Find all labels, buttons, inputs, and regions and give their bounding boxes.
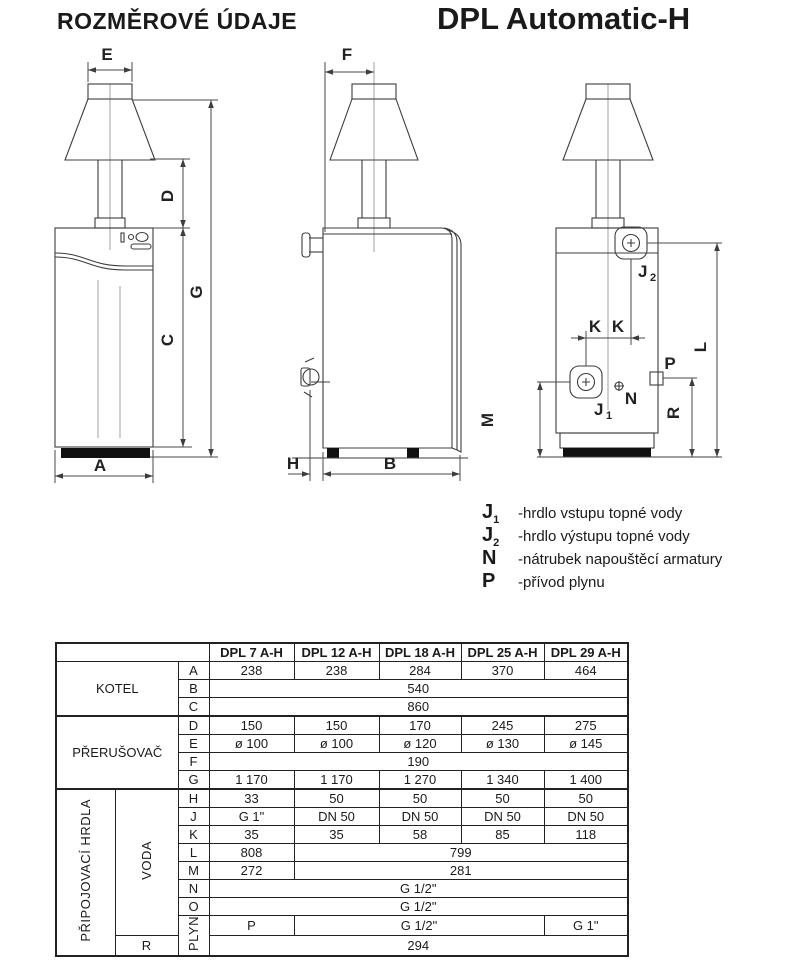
table-cell: 150 <box>294 716 379 735</box>
row-letter: F <box>178 753 209 771</box>
table-cell: ø 145 <box>544 735 628 753</box>
panel-indicator <box>121 233 124 242</box>
outlet-stub <box>302 233 310 257</box>
group-hrdla: PŘIPOJOVACÍ HRDLA <box>56 789 115 956</box>
table-cell: 33 <box>209 789 294 808</box>
row-letter: P <box>209 916 294 936</box>
table-cell: G 1" <box>209 808 294 826</box>
table-cell: G 1/2" <box>294 916 544 936</box>
table-cell: 50 <box>379 789 461 808</box>
table-row <box>56 662 628 680</box>
table-cell: 275 <box>544 716 628 735</box>
table-cell: ø 130 <box>461 735 544 753</box>
table-cell: ø 120 <box>379 735 461 753</box>
foot <box>407 448 419 458</box>
table-cell: 1 170 <box>294 771 379 790</box>
dim-label-n: N <box>624 389 638 408</box>
table-cell: 190 <box>209 753 628 771</box>
table-header-row <box>56 643 628 662</box>
legend-item-j2: $J_2$ -hrdlo výstupu topné vody <box>482 524 690 549</box>
table-cell: DN 50 <box>544 808 628 826</box>
label-j1: J <box>594 400 604 419</box>
table-cell: 860 <box>209 698 628 717</box>
table-cell: 245 <box>461 716 544 735</box>
dim-label-c: C <box>158 333 177 347</box>
table-cell: 808 <box>209 844 294 862</box>
table-cell: 370 <box>461 662 544 680</box>
col-header: DPL 12 A-H <box>294 643 379 662</box>
table-cell: DN 50 <box>461 808 544 826</box>
row-letter: B <box>178 680 209 698</box>
dim-label-b: B <box>383 454 397 473</box>
table-cell: 50 <box>544 789 628 808</box>
row-letter: A <box>178 662 209 680</box>
legend <box>482 501 722 593</box>
table-cell: 464 <box>544 662 628 680</box>
row-letter: M <box>178 862 209 880</box>
dimension-table <box>55 642 629 957</box>
base-strip <box>563 448 651 457</box>
table-cell: 58 <box>379 826 461 844</box>
row-letter: E <box>178 735 209 753</box>
dim-label-d: D <box>158 189 177 203</box>
table-cell: 35 <box>294 826 379 844</box>
legend-item-p: P -přívod plynu <box>482 570 605 592</box>
table-cell: 1 270 <box>379 771 461 790</box>
panel-dial <box>136 233 148 242</box>
front-view <box>55 45 218 483</box>
foot <box>327 448 339 458</box>
dim-label-r: R <box>664 406 683 420</box>
col-header: DPL 7 A-H <box>209 643 294 662</box>
dim-label-a: A <box>93 456 107 475</box>
table-cell: 85 <box>461 826 544 844</box>
legend-item-j1: $J_1$ -hrdlo vstupu topné vody <box>482 501 683 526</box>
legend-item-n: N -nátrubek napouštěcí armatury <box>482 547 723 569</box>
row-letter: O <box>178 898 209 916</box>
table-cell: 1 170 <box>209 771 294 790</box>
group-prerusovac: PŘERUŠOVAČ <box>56 716 178 789</box>
label-j1-sub: 1 <box>606 410 613 422</box>
row-letter: J <box>178 808 209 826</box>
dim-label-l: L <box>691 341 710 353</box>
table-row <box>56 716 628 735</box>
label-j2: J <box>638 262 648 281</box>
table-cell: 272 <box>209 862 294 880</box>
table-cell: G 1/2" <box>209 880 628 898</box>
table-cell: 238 <box>209 662 294 680</box>
row-letter: K <box>178 826 209 844</box>
table-cell: 50 <box>461 789 544 808</box>
dim-label-m: M <box>478 412 497 428</box>
p-fitting <box>650 372 663 385</box>
table-row <box>56 935 628 956</box>
side-view <box>287 45 497 481</box>
dim-label-f: F <box>341 45 353 64</box>
group-plyn: PLYN <box>178 916 209 957</box>
table-cell: 1 340 <box>461 771 544 790</box>
table-cell: 170 <box>379 716 461 735</box>
table-cell: 238 <box>294 662 379 680</box>
table-cell: DN 50 <box>379 808 461 826</box>
table-cell: 50 <box>294 789 379 808</box>
dim-label-h: H <box>286 454 300 473</box>
col-header: DPL 25 A-H <box>461 643 544 662</box>
panel-knob <box>129 235 134 240</box>
table-cell: ø 100 <box>294 735 379 753</box>
page-title: ROZMĚROVÉ ÚDAJE <box>57 8 298 34</box>
table-cell: 1 400 <box>544 771 628 790</box>
dim-label-p: P <box>664 354 676 373</box>
corner-cell <box>56 643 209 662</box>
table-cell: 799 <box>294 844 628 862</box>
col-header: DPL 18 A-H <box>379 643 461 662</box>
table-cell: 281 <box>294 862 628 880</box>
table-cell: 294 <box>209 935 628 956</box>
table-cell: 150 <box>209 716 294 735</box>
rear-view <box>537 84 722 457</box>
product-title: DPL Automatic-H <box>437 1 691 36</box>
table-cell: G 1" <box>544 916 628 936</box>
table-cell: ø 100 <box>209 735 294 753</box>
inlet-valve <box>303 369 319 385</box>
row-letter: H <box>178 789 209 808</box>
row-letter: R <box>115 935 178 956</box>
dim-label-g: G <box>187 285 206 299</box>
row-letter: D <box>178 716 209 735</box>
table-cell: G 1/2" <box>209 898 628 916</box>
table-row <box>56 789 628 808</box>
dim-label-k1: K <box>588 317 602 336</box>
dim-label-e: E <box>101 45 113 64</box>
table-cell: 284 <box>379 662 461 680</box>
table-cell: DN 50 <box>294 808 379 826</box>
label-j2-sub: 2 <box>650 272 657 284</box>
group-kotel: KOTEL <box>56 662 178 717</box>
row-letter: L <box>178 844 209 862</box>
panel-slot <box>131 244 151 249</box>
table-cell: 118 <box>544 826 628 844</box>
row-letter: G <box>178 771 209 790</box>
col-header: DPL 29 A-H <box>544 643 628 662</box>
row-letter: C <box>178 698 209 717</box>
dim-label-k2: K <box>611 317 625 336</box>
group-voda: VODA <box>115 789 178 935</box>
table-cell: 540 <box>209 680 628 698</box>
table-cell: 35 <box>209 826 294 844</box>
row-letter: N <box>178 880 209 898</box>
